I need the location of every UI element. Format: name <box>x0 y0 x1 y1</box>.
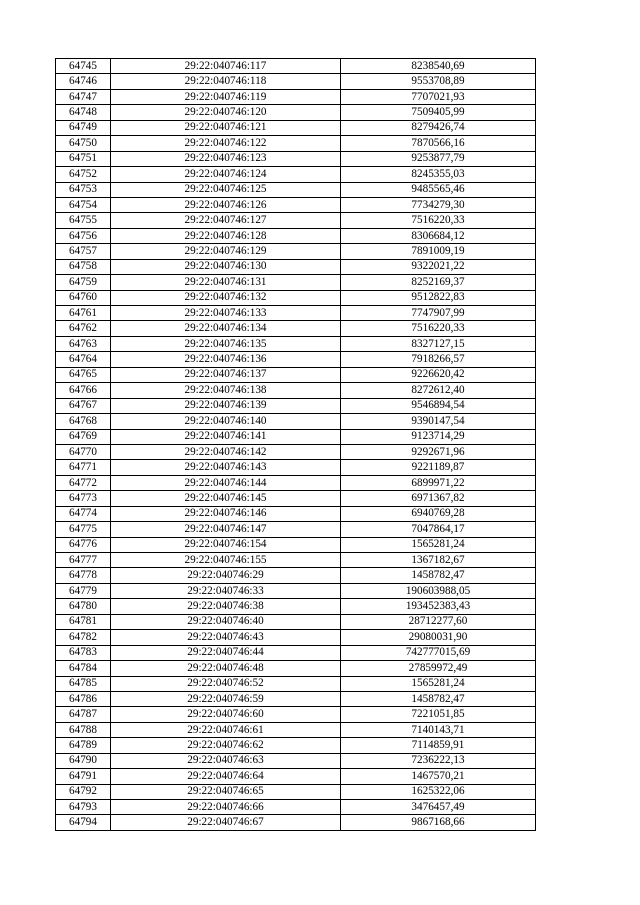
row-number-cell: 64751 <box>56 151 111 166</box>
cadastral-value-cell: 9221189,87 <box>341 460 536 475</box>
cadastral-number-cell: 29:22:040746:140 <box>111 414 341 429</box>
cadastral-number-cell: 29:22:040746:120 <box>111 105 341 120</box>
cadastral-number-cell: 29:22:040746:134 <box>111 321 341 336</box>
row-number-cell: 64758 <box>56 259 111 274</box>
row-number-cell: 64765 <box>56 367 111 382</box>
cadastral-value-cell: 1458782,47 <box>341 568 536 583</box>
cadastral-value-cell: 28712277,60 <box>341 614 536 629</box>
row-number-cell: 64747 <box>56 89 111 104</box>
cadastral-number-cell: 29:22:040746:63 <box>111 753 341 768</box>
row-number-cell: 64785 <box>56 676 111 691</box>
cadastral-number-cell: 29:22:040746:127 <box>111 213 341 228</box>
cadastral-value-cell: 7707021,93 <box>341 89 536 104</box>
cadastral-value-cell: 6899971,22 <box>341 475 536 490</box>
row-number-cell: 64789 <box>56 738 111 753</box>
table-row <box>56 661 536 676</box>
row-number-cell: 64782 <box>56 630 111 645</box>
row-number-cell: 64759 <box>56 275 111 290</box>
table-row <box>56 738 536 753</box>
cadastral-value-cell: 9253877,79 <box>341 151 536 166</box>
cadastral-number-cell: 29:22:040746:65 <box>111 784 341 799</box>
cadastral-number-cell: 29:22:040746:126 <box>111 197 341 212</box>
cadastral-number-cell: 29:22:040746:128 <box>111 228 341 243</box>
table-row <box>56 136 536 151</box>
table-row <box>56 213 536 228</box>
cadastral-value-cell: 9512822,83 <box>341 290 536 305</box>
cadastral-value-cell: 27859972,49 <box>341 661 536 676</box>
cadastral-value-cell: 1625322,06 <box>341 784 536 799</box>
cadastral-number-cell: 29:22:040746:124 <box>111 167 341 182</box>
cadastral-value-cell: 190603988,05 <box>341 583 536 598</box>
cadastral-number-cell: 29:22:040746:66 <box>111 800 341 815</box>
table-row <box>56 244 536 259</box>
row-number-cell: 64746 <box>56 74 111 89</box>
cadastral-value-cell: 1367182,67 <box>341 553 536 568</box>
cadastral-number-cell: 29:22:040746:64 <box>111 769 341 784</box>
cadastral-value-cell: 193452383,43 <box>341 599 536 614</box>
cadastral-number-cell: 29:22:040746:60 <box>111 707 341 722</box>
cadastral-value-cell: 1565281,24 <box>341 676 536 691</box>
row-number-cell: 64745 <box>56 59 111 74</box>
row-number-cell: 64757 <box>56 244 111 259</box>
table-row <box>56 89 536 104</box>
cadastral-number-cell: 29:22:040746:155 <box>111 553 341 568</box>
table-row <box>56 460 536 475</box>
table-row <box>56 398 536 413</box>
table-row <box>56 491 536 506</box>
cadastral-number-cell: 29:22:040746:59 <box>111 691 341 706</box>
cadastral-number-cell: 29:22:040746:137 <box>111 367 341 382</box>
table-row <box>56 59 536 74</box>
cadastral-value-cell: 1467570,21 <box>341 769 536 784</box>
cadastral-number-cell: 29:22:040746:29 <box>111 568 341 583</box>
row-number-cell: 64749 <box>56 120 111 135</box>
table-row <box>56 691 536 706</box>
cadastral-number-cell: 29:22:040746:143 <box>111 460 341 475</box>
cadastral-value-cell: 7516220,33 <box>341 213 536 228</box>
table-row <box>56 306 536 321</box>
cadastral-value-cell: 7516220,33 <box>341 321 536 336</box>
cadastral-number-cell: 29:22:040746:43 <box>111 630 341 645</box>
table-row <box>56 105 536 120</box>
cadastral-number-cell: 29:22:040746:52 <box>111 676 341 691</box>
row-number-cell: 64771 <box>56 460 111 475</box>
row-number-cell: 64777 <box>56 553 111 568</box>
table-row <box>56 645 536 660</box>
row-number-cell: 64767 <box>56 398 111 413</box>
cadastral-value-cell: 7891009,19 <box>341 244 536 259</box>
table-row <box>56 784 536 799</box>
cadastral-number-cell: 29:22:040746:67 <box>111 815 341 830</box>
table-row <box>56 722 536 737</box>
cadastral-value-cell: 7734279,30 <box>341 197 536 212</box>
table-row <box>56 429 536 444</box>
cadastral-number-cell: 29:22:040746:38 <box>111 599 341 614</box>
cadastral-value-cell: 9390147,54 <box>341 414 536 429</box>
row-number-cell: 64760 <box>56 290 111 305</box>
table-row <box>56 475 536 490</box>
row-number-cell: 64779 <box>56 583 111 598</box>
cadastral-number-cell: 29:22:040746:40 <box>111 614 341 629</box>
row-number-cell: 64762 <box>56 321 111 336</box>
table-row <box>56 553 536 568</box>
cadastral-number-cell: 29:22:040746:138 <box>111 383 341 398</box>
table-row <box>56 151 536 166</box>
cadastral-number-cell: 29:22:040746:123 <box>111 151 341 166</box>
cadastral-value-cell: 742777015,69 <box>341 645 536 660</box>
row-number-cell: 64756 <box>56 228 111 243</box>
cadastral-number-cell: 29:22:040746:132 <box>111 290 341 305</box>
row-number-cell: 64768 <box>56 414 111 429</box>
row-number-cell: 64773 <box>56 491 111 506</box>
row-number-cell: 64784 <box>56 661 111 676</box>
cadastral-value-cell: 7747907,99 <box>341 306 536 321</box>
row-number-cell: 64791 <box>56 769 111 784</box>
row-number-cell: 64774 <box>56 506 111 521</box>
row-number-cell: 64776 <box>56 537 111 552</box>
row-number-cell: 64753 <box>56 182 111 197</box>
cadastral-value-cell: 7236222,13 <box>341 753 536 768</box>
table-body <box>56 59 536 831</box>
cadastral-value-cell: 6940769,28 <box>341 506 536 521</box>
table-row <box>56 506 536 521</box>
cadastral-value-cell: 29080031,90 <box>341 630 536 645</box>
row-number-cell: 64748 <box>56 105 111 120</box>
cadastral-number-cell: 29:22:040746:61 <box>111 722 341 737</box>
cadastral-number-cell: 29:22:040746:33 <box>111 583 341 598</box>
cadastral-number-cell: 29:22:040746:144 <box>111 475 341 490</box>
table-row <box>56 259 536 274</box>
row-number-cell: 64766 <box>56 383 111 398</box>
table-row <box>56 275 536 290</box>
cadastral-value-cell: 7870566,16 <box>341 136 536 151</box>
row-number-cell: 64770 <box>56 444 111 459</box>
table-row <box>56 815 536 830</box>
cadastral-number-cell: 29:22:040746:119 <box>111 89 341 104</box>
row-number-cell: 64781 <box>56 614 111 629</box>
table-row <box>56 197 536 212</box>
cadastral-value-cell: 7918266,57 <box>341 352 536 367</box>
cadastral-value-cell: 9485565,46 <box>341 182 536 197</box>
cadastral-value-cell: 8306684,12 <box>341 228 536 243</box>
row-number-cell: 64754 <box>56 197 111 212</box>
row-number-cell: 64775 <box>56 522 111 537</box>
cadastral-value-cell: 9322021,22 <box>341 259 536 274</box>
cadastral-value-table <box>55 58 536 831</box>
table-row <box>56 74 536 89</box>
cadastral-number-cell: 29:22:040746:122 <box>111 136 341 151</box>
cadastral-number-cell: 29:22:040746:136 <box>111 352 341 367</box>
cadastral-value-cell: 7140143,71 <box>341 722 536 737</box>
cadastral-number-cell: 29:22:040746:135 <box>111 336 341 351</box>
row-number-cell: 64755 <box>56 213 111 228</box>
cadastral-number-cell: 29:22:040746:147 <box>111 522 341 537</box>
table-row <box>56 120 536 135</box>
row-number-cell: 64790 <box>56 753 111 768</box>
table-row <box>56 321 536 336</box>
cadastral-value-cell: 7221051,85 <box>341 707 536 722</box>
table-row <box>56 290 536 305</box>
table-row <box>56 383 536 398</box>
cadastral-value-cell: 8245355,03 <box>341 167 536 182</box>
cadastral-value-cell: 9226620,42 <box>341 367 536 382</box>
cadastral-value-cell: 8272612,40 <box>341 383 536 398</box>
table-row <box>56 583 536 598</box>
table-row <box>56 753 536 768</box>
cadastral-number-cell: 29:22:040746:131 <box>111 275 341 290</box>
cadastral-number-cell: 29:22:040746:130 <box>111 259 341 274</box>
cadastral-value-cell: 9546894,54 <box>341 398 536 413</box>
cadastral-value-cell: 9292671,96 <box>341 444 536 459</box>
cadastral-value-cell: 1565281,24 <box>341 537 536 552</box>
row-number-cell: 64761 <box>56 306 111 321</box>
table-row <box>56 568 536 583</box>
cadastral-number-cell: 29:22:040746:121 <box>111 120 341 135</box>
row-number-cell: 64780 <box>56 599 111 614</box>
cadastral-number-cell: 29:22:040746:62 <box>111 738 341 753</box>
table-row <box>56 414 536 429</box>
table-row <box>56 352 536 367</box>
table-row <box>56 630 536 645</box>
table-row <box>56 336 536 351</box>
row-number-cell: 64778 <box>56 568 111 583</box>
row-number-cell: 64788 <box>56 722 111 737</box>
row-number-cell: 64793 <box>56 800 111 815</box>
cadastral-value-cell: 8279426,74 <box>341 120 536 135</box>
table-row <box>56 800 536 815</box>
table-row <box>56 769 536 784</box>
row-number-cell: 64786 <box>56 691 111 706</box>
row-number-cell: 64769 <box>56 429 111 444</box>
table-row <box>56 228 536 243</box>
cadastral-number-cell: 29:22:040746:154 <box>111 537 341 552</box>
cadastral-value-cell: 6971367,82 <box>341 491 536 506</box>
table-row <box>56 522 536 537</box>
cadastral-number-cell: 29:22:040746:117 <box>111 59 341 74</box>
row-number-cell: 64792 <box>56 784 111 799</box>
cadastral-value-cell: 9123714,29 <box>341 429 536 444</box>
table-row <box>56 444 536 459</box>
cadastral-value-cell: 9867168,66 <box>341 815 536 830</box>
cadastral-value-cell: 7047864,17 <box>341 522 536 537</box>
cadastral-value-cell: 9553708,89 <box>341 74 536 89</box>
cadastral-number-cell: 29:22:040746:146 <box>111 506 341 521</box>
table-row <box>56 707 536 722</box>
cadastral-number-cell: 29:22:040746:145 <box>111 491 341 506</box>
row-number-cell: 64764 <box>56 352 111 367</box>
cadastral-number-cell: 29:22:040746:129 <box>111 244 341 259</box>
cadastral-number-cell: 29:22:040746:44 <box>111 645 341 660</box>
row-number-cell: 64752 <box>56 167 111 182</box>
cadastral-number-cell: 29:22:040746:118 <box>111 74 341 89</box>
cadastral-value-cell: 3476457,49 <box>341 800 536 815</box>
cadastral-number-cell: 29:22:040746:139 <box>111 398 341 413</box>
cadastral-value-cell: 8238540,69 <box>341 59 536 74</box>
cadastral-number-cell: 29:22:040746:125 <box>111 182 341 197</box>
cadastral-number-cell: 29:22:040746:133 <box>111 306 341 321</box>
row-number-cell: 64772 <box>56 475 111 490</box>
table-row <box>56 614 536 629</box>
cadastral-value-cell: 8327127,15 <box>341 336 536 351</box>
table-row <box>56 167 536 182</box>
table-row <box>56 367 536 382</box>
cadastral-number-cell: 29:22:040746:48 <box>111 661 341 676</box>
row-number-cell: 64763 <box>56 336 111 351</box>
cadastral-value-cell: 7114859,91 <box>341 738 536 753</box>
cadastral-value-cell: 8252169,37 <box>341 275 536 290</box>
cadastral-number-cell: 29:22:040746:141 <box>111 429 341 444</box>
row-number-cell: 64787 <box>56 707 111 722</box>
cadastral-number-cell: 29:22:040746:142 <box>111 444 341 459</box>
row-number-cell: 64750 <box>56 136 111 151</box>
table-row <box>56 599 536 614</box>
row-number-cell: 64783 <box>56 645 111 660</box>
row-number-cell: 64794 <box>56 815 111 830</box>
cadastral-value-cell: 7509405,99 <box>341 105 536 120</box>
table-row <box>56 676 536 691</box>
table-row <box>56 537 536 552</box>
cadastral-value-cell: 1458782,47 <box>341 691 536 706</box>
table-row <box>56 182 536 197</box>
